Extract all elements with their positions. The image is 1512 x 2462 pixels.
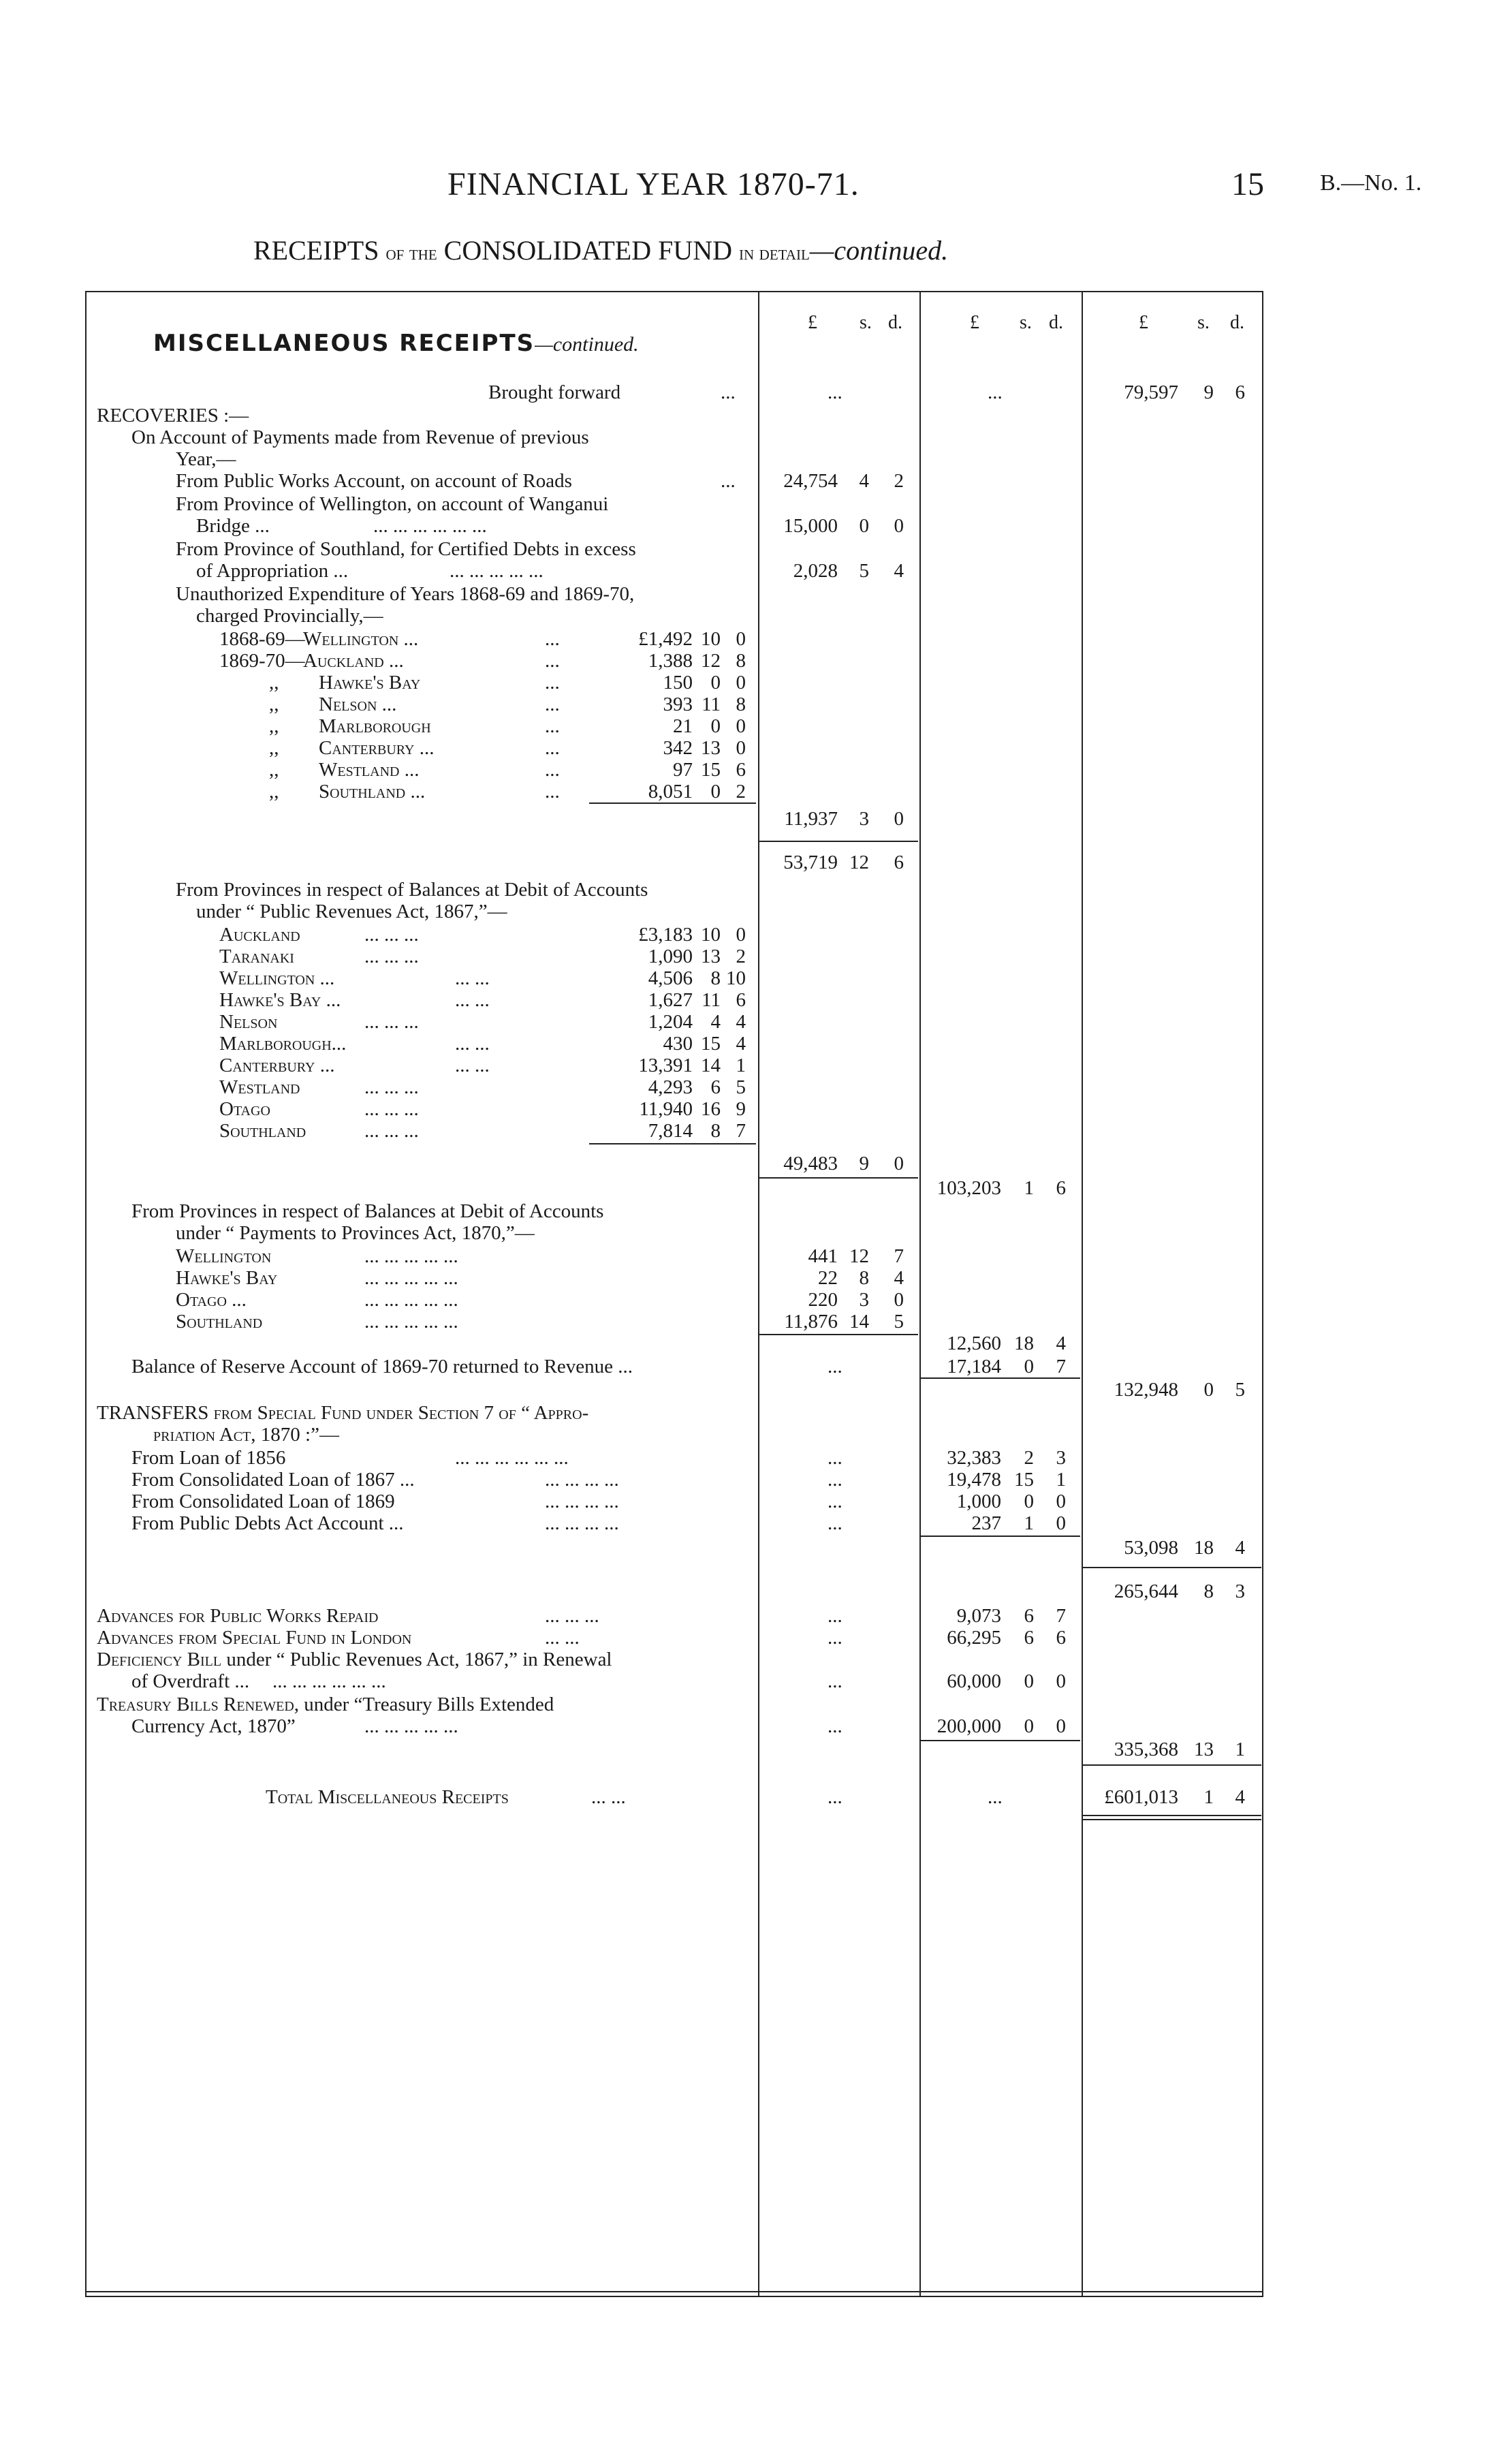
amount-shillings: 18 bbox=[1014, 1333, 1034, 1354]
dots: ... bbox=[545, 672, 560, 694]
double-rule bbox=[1083, 1815, 1261, 1816]
amount-shillings: 13 bbox=[1194, 1739, 1214, 1760]
dots: ... ... ... ... ... ... bbox=[272, 1670, 386, 1692]
amount-shillings: 3 bbox=[859, 808, 869, 830]
dots: ... ... ... ... ... bbox=[450, 560, 544, 582]
dots: ... bbox=[545, 715, 560, 737]
amount-pence: 5 bbox=[1235, 1379, 1245, 1401]
amount-pence: 0 bbox=[894, 515, 904, 537]
sum-rule bbox=[921, 1377, 1080, 1379]
row-label: of Overdraft ... bbox=[131, 1670, 250, 1692]
dots: ... bbox=[828, 1627, 842, 1649]
amount-pence: 4 bbox=[736, 1033, 746, 1055]
dots: ... ... bbox=[455, 967, 490, 989]
heading-part: TRANSFERS bbox=[97, 1402, 209, 1424]
amount-shillings: 0 bbox=[1024, 1670, 1034, 1692]
dots: ... bbox=[988, 381, 1003, 403]
amount-pounds: 1,090 bbox=[648, 946, 693, 967]
col2-shillings-head: s. bbox=[1020, 312, 1032, 333]
dots: ... bbox=[828, 1605, 842, 1627]
row-year: ,, bbox=[269, 759, 279, 781]
amount-pence: 10 bbox=[726, 967, 746, 989]
double-rule bbox=[1083, 1819, 1261, 1820]
column-rule bbox=[758, 291, 759, 2297]
dots: ... bbox=[721, 470, 736, 492]
amount-shillings: 9 bbox=[859, 1153, 869, 1174]
sum-rule bbox=[921, 1740, 1080, 1741]
amount-shillings: 10 bbox=[701, 628, 721, 650]
amount-pence: 1 bbox=[736, 1055, 746, 1076]
label-part: Treasury Bills Renewed, bbox=[97, 1694, 300, 1715]
amount-pence: 6 bbox=[736, 989, 746, 1011]
dots: ... ... ... ... bbox=[545, 1469, 619, 1491]
amount-pounds: £1,492 bbox=[638, 628, 693, 650]
amount-pounds: 1,388 bbox=[648, 650, 693, 672]
row-name: Taranaki bbox=[219, 946, 294, 967]
dots: ... bbox=[828, 1715, 842, 1737]
dots: ... bbox=[828, 1670, 842, 1692]
row-name: Hawke's Bay bbox=[176, 1267, 278, 1289]
amount-shillings: 4 bbox=[710, 1011, 721, 1033]
row-name: Hawke's Bay ... bbox=[219, 989, 341, 1011]
transfers-heading bbox=[97, 1402, 588, 1424]
text-line: From Province of Wellington, on account of Wanganui bbox=[176, 493, 609, 515]
row-year: ,, bbox=[269, 672, 279, 694]
amount-pounds: 103,203 bbox=[936, 1177, 1001, 1199]
column-rule bbox=[919, 291, 921, 2297]
row-label: Currency Act, 1870” bbox=[131, 1715, 296, 1737]
col1-pence-head: d. bbox=[888, 312, 902, 333]
amount-pounds: 19,478 bbox=[947, 1469, 1001, 1491]
dots: ... ... ... bbox=[364, 1076, 419, 1098]
amount-pounds: 220 bbox=[808, 1289, 838, 1311]
amount-pounds: 430 bbox=[663, 1033, 693, 1055]
amount-shillings: 14 bbox=[849, 1311, 869, 1333]
dots: ... ... ... ... ... bbox=[364, 1245, 458, 1267]
dots: ... bbox=[545, 781, 560, 803]
row-year: 1868-69— bbox=[219, 628, 305, 650]
dots: ... ... ... ... ... bbox=[364, 1311, 458, 1333]
amount-pence: 5 bbox=[894, 1311, 904, 1333]
amount-pounds: 60,000 bbox=[947, 1670, 1001, 1692]
amount-shillings: 4 bbox=[859, 470, 869, 492]
table-top-rule bbox=[85, 291, 1263, 292]
row-name: Hawke's Bay bbox=[319, 672, 421, 694]
col1-shillings-head: s. bbox=[860, 312, 872, 333]
amount-pence: 0 bbox=[894, 808, 904, 830]
row-label: From Public Debts Act Account ... bbox=[131, 1512, 404, 1534]
row-name: Marlborough bbox=[319, 715, 431, 737]
amount-pence: 0 bbox=[894, 1289, 904, 1311]
amount-pounds: 32,383 bbox=[947, 1447, 1001, 1469]
row-label bbox=[97, 1694, 554, 1715]
amount-pence: 8 bbox=[736, 650, 746, 672]
dots: ... bbox=[828, 1491, 842, 1512]
sum-rule bbox=[759, 1177, 918, 1179]
dots: ... ... bbox=[455, 1033, 490, 1055]
amount-pence: 2 bbox=[894, 470, 904, 492]
amount-pence: 0 bbox=[736, 924, 746, 946]
row-year: ,, bbox=[269, 694, 279, 715]
amount-pounds: 441 bbox=[808, 1245, 838, 1267]
row-name: Westland ... bbox=[319, 759, 420, 781]
amount-pounds: 1,000 bbox=[956, 1491, 1001, 1512]
dots: ... ... ... bbox=[364, 946, 419, 967]
sum-rule bbox=[921, 1536, 1080, 1537]
col1-pounds-head: £ bbox=[808, 312, 817, 333]
amount-pounds: 11,940 bbox=[639, 1098, 693, 1120]
row-name: Wellington bbox=[176, 1245, 272, 1267]
row-name: Wellington ... bbox=[219, 967, 335, 989]
dots: ... ... bbox=[455, 989, 490, 1011]
dots: ... ... ... bbox=[364, 924, 419, 946]
amount-pence: 0 bbox=[736, 672, 746, 694]
amount-pounds: 4,293 bbox=[648, 1076, 693, 1098]
amount-pence: 0 bbox=[736, 628, 746, 650]
row-name: Auckland bbox=[219, 924, 300, 946]
row-name: Westland bbox=[219, 1076, 300, 1098]
text-line: under “ Payments to Provinces Act, 1870,”— bbox=[176, 1222, 535, 1244]
table-bottom-rule bbox=[85, 2291, 1263, 2292]
subtitle-part: —continued. bbox=[809, 235, 949, 266]
amount-pence: 8 bbox=[736, 694, 746, 715]
col2-pounds-head: £ bbox=[970, 312, 979, 333]
amount-pence: 7 bbox=[736, 1120, 746, 1142]
amount-pence: 0 bbox=[736, 737, 746, 759]
amount-shillings: 1 bbox=[1024, 1177, 1034, 1199]
page-number: 15 bbox=[1231, 166, 1264, 202]
label-part: under “Treasury Bills Extended bbox=[304, 1694, 554, 1715]
amount-shillings: 11 bbox=[702, 989, 721, 1011]
dots: ... ... ... ... ... bbox=[364, 1267, 458, 1289]
amount-shillings: 2 bbox=[1024, 1447, 1034, 1469]
amount-pounds: 237 bbox=[971, 1512, 1001, 1534]
amount-pence: 7 bbox=[1056, 1605, 1066, 1627]
amount-shillings: 13 bbox=[701, 946, 721, 967]
amount-pence: 4 bbox=[736, 1011, 746, 1033]
col3-pence-head: d. bbox=[1230, 312, 1244, 333]
col2-pence-head: d. bbox=[1049, 312, 1063, 333]
row-label: From Loan of 1856 bbox=[131, 1447, 286, 1469]
col3-pounds-head: £ bbox=[1139, 312, 1148, 333]
row-year: ,, bbox=[269, 781, 279, 803]
section-title bbox=[153, 330, 639, 357]
amount-pounds: 22 bbox=[818, 1267, 838, 1289]
dots: ... ... bbox=[455, 1055, 490, 1076]
dots: ... bbox=[828, 1469, 842, 1491]
amount-pence: 6 bbox=[736, 759, 746, 781]
text-line: Year,— bbox=[176, 448, 236, 470]
dots: ... bbox=[828, 1786, 842, 1808]
subtitle-part: in detail bbox=[739, 242, 810, 264]
amount-pence: 2 bbox=[736, 946, 746, 967]
amount-pounds: 150 bbox=[663, 672, 693, 694]
amount-shillings: 8 bbox=[710, 1120, 721, 1142]
subtitle-part: RECEIPTS bbox=[253, 235, 379, 266]
row-name: Otago bbox=[219, 1098, 270, 1120]
text-line: Bridge ... bbox=[196, 515, 270, 537]
amount-pounds: 24,754 bbox=[783, 470, 838, 492]
amount-shillings: 8 bbox=[1203, 1580, 1214, 1602]
dots: ... bbox=[828, 1356, 842, 1377]
amount-pence: 4 bbox=[1056, 1333, 1066, 1354]
amount-pounds: 49,483 bbox=[783, 1153, 838, 1174]
sum-rule bbox=[589, 803, 756, 804]
page-subtitle bbox=[253, 234, 948, 266]
amount-shillings: 9 bbox=[1203, 381, 1214, 403]
dots: ... ... bbox=[545, 1627, 580, 1649]
amount-shillings: 0 bbox=[710, 781, 721, 803]
sum-rule bbox=[759, 1334, 918, 1335]
amount-pence: 7 bbox=[1056, 1356, 1066, 1377]
amount-pence: 0 bbox=[1056, 1491, 1066, 1512]
text-line: From Province of Southland, for Certified Debts in excess bbox=[176, 538, 636, 560]
amount-shillings: 6 bbox=[710, 1076, 721, 1098]
dots: ... ... ... bbox=[364, 1011, 419, 1033]
text-line: under “ Public Revenues Act, 1867,”— bbox=[196, 901, 507, 922]
dots: ... ... ... bbox=[545, 1605, 599, 1627]
row-year: ,, bbox=[269, 715, 279, 737]
amount-pence: 7 bbox=[894, 1245, 904, 1267]
amount-shillings: 12 bbox=[849, 852, 869, 873]
dots: ... ... ... ... ... ... bbox=[373, 515, 487, 537]
dots: ... bbox=[545, 650, 560, 672]
amount-pence: 6 bbox=[1235, 381, 1245, 403]
amount-pounds: 200,000 bbox=[936, 1715, 1001, 1737]
sum-rule bbox=[1083, 1567, 1261, 1568]
dots: ... bbox=[545, 628, 560, 650]
amount-pence: 0 bbox=[736, 715, 746, 737]
dots: ... ... ... bbox=[364, 1120, 419, 1142]
amount-pence: 1 bbox=[1056, 1469, 1066, 1491]
dots: ... bbox=[721, 381, 736, 403]
row-name: Wellington ... bbox=[303, 628, 419, 650]
sum-rule bbox=[1083, 1764, 1261, 1766]
amount-pounds: 1,627 bbox=[648, 989, 693, 1011]
grand-total-label: Total Miscellaneous Receipts bbox=[266, 1786, 509, 1808]
label-part: Deficiency Bill bbox=[97, 1649, 222, 1670]
amount-shillings: 5 bbox=[859, 560, 869, 582]
amount-pence: 0 bbox=[1056, 1670, 1066, 1692]
amount-pence: 0 bbox=[1056, 1512, 1066, 1534]
row-label: From Consolidated Loan of 1869 bbox=[131, 1491, 395, 1512]
grand-total-pounds: £601,013 bbox=[1104, 1786, 1178, 1808]
row-year: ,, bbox=[269, 737, 279, 759]
row-name: Auckland ... bbox=[303, 650, 404, 672]
amount-pence: 4 bbox=[894, 1267, 904, 1289]
text-line: From Public Works Account, on account of Roads bbox=[176, 470, 572, 492]
text-line: priation Act, 1870 :”— bbox=[153, 1424, 339, 1446]
amount-shillings: 3 bbox=[859, 1289, 869, 1311]
amount-shillings: 8 bbox=[859, 1267, 869, 1289]
amount-shillings: 13 bbox=[701, 737, 721, 759]
text-line: From Provinces in respect of Balances at Debit of Accounts bbox=[131, 1200, 604, 1222]
row-year: 1869-70— bbox=[219, 650, 305, 672]
amount-shillings: 0 bbox=[710, 715, 721, 737]
amount-shillings: 0 bbox=[1024, 1491, 1034, 1512]
row-name: Nelson bbox=[219, 1011, 278, 1033]
row-label bbox=[97, 1649, 612, 1670]
text-line: On Account of Payments made from Revenue of previous bbox=[131, 426, 589, 448]
amount-pence: 5 bbox=[736, 1076, 746, 1098]
table-bottom-rule bbox=[85, 2296, 1263, 2297]
text-line: of Appropriation ... bbox=[196, 560, 349, 582]
amount-pounds: 21 bbox=[673, 715, 693, 737]
dots: ... ... ... bbox=[364, 1098, 419, 1120]
section-title-text: MISCELLANEOUS RECEIPTS bbox=[153, 330, 535, 357]
amount-pounds: 2,028 bbox=[793, 560, 838, 582]
amount-pence: 1 bbox=[1235, 1739, 1245, 1760]
column-rule bbox=[1262, 291, 1263, 2297]
dots: ... ... ... ... ... bbox=[364, 1289, 458, 1311]
amount-shillings: 14 bbox=[701, 1055, 721, 1076]
amount-shillings: 12 bbox=[701, 650, 721, 672]
amount-shillings: 15 bbox=[1014, 1469, 1034, 1491]
amount-pounds: 265,644 bbox=[1114, 1580, 1178, 1602]
amount-pounds: 1,204 bbox=[648, 1011, 693, 1033]
amount-shillings: 8 bbox=[710, 967, 721, 989]
recoveries-heading: RECOVERIES :— bbox=[97, 405, 249, 426]
amount-shillings: 18 bbox=[1194, 1537, 1214, 1559]
amount-shillings: 0 bbox=[859, 515, 869, 537]
amount-pence: 6 bbox=[1056, 1177, 1066, 1199]
sum-rule bbox=[759, 841, 918, 842]
text-line: Unauthorized Expenditure of Years 1868-69 and 1869-70, bbox=[176, 583, 635, 605]
amount-pounds: 13,391 bbox=[638, 1055, 693, 1076]
row-name: Southland bbox=[176, 1311, 263, 1333]
amount-shillings: 6 bbox=[1024, 1627, 1034, 1649]
brought-forward-label: Brought forward bbox=[488, 381, 621, 403]
column-rule bbox=[1082, 291, 1083, 2297]
amount-pounds: 4,506 bbox=[648, 967, 693, 989]
col3-shillings-head: s. bbox=[1197, 312, 1210, 333]
dots: ... bbox=[988, 1786, 1003, 1808]
amount-pence: 3 bbox=[1235, 1580, 1245, 1602]
amount-pounds: 393 bbox=[663, 694, 693, 715]
text-line: Balance of Reserve Account of 1869-70 returned to Revenue ... bbox=[131, 1356, 633, 1377]
amount-shillings: 15 bbox=[701, 1033, 721, 1055]
text-line: From Provinces in respect of Balances at Debit of Accounts bbox=[176, 879, 648, 901]
amount-shillings: 10 bbox=[701, 924, 721, 946]
dots: ... bbox=[828, 1512, 842, 1534]
amount-shillings: 0 bbox=[1024, 1356, 1034, 1377]
heading-part: from Special Fund under Section 7 of “ Appro- bbox=[213, 1402, 589, 1424]
amount-shillings: 1 bbox=[1024, 1512, 1034, 1534]
column-rule bbox=[85, 291, 86, 2297]
label-part: under “ Public Revenues Act, 1867,” in Renewal bbox=[226, 1649, 612, 1670]
dots: ... bbox=[545, 759, 560, 781]
amount-pounds: 342 bbox=[663, 737, 693, 759]
amount-shillings: 0 bbox=[710, 672, 721, 694]
amount-shillings: 0 bbox=[1024, 1715, 1034, 1737]
document-reference: B.—No. 1. bbox=[1320, 170, 1422, 196]
text-line: charged Provincially,— bbox=[196, 605, 383, 627]
amount-pence: 6 bbox=[894, 852, 904, 873]
amount-shillings: 12 bbox=[849, 1245, 869, 1267]
amount-pounds: 53,098 bbox=[1124, 1537, 1178, 1559]
row-name: Nelson ... bbox=[319, 694, 397, 715]
row-name: Otago ... bbox=[176, 1289, 247, 1311]
row-label: From Consolidated Loan of 1867 ... bbox=[131, 1469, 415, 1491]
grand-total-shillings: 1 bbox=[1203, 1786, 1214, 1808]
amount-pounds: 132,948 bbox=[1114, 1379, 1178, 1401]
amount-pence: 3 bbox=[1056, 1447, 1066, 1469]
amount-pounds: 66,295 bbox=[947, 1627, 1001, 1649]
amount-pounds: 335,368 bbox=[1114, 1739, 1178, 1760]
row-name: Canterbury ... bbox=[319, 737, 435, 759]
dots: ... ... ... ... bbox=[545, 1512, 619, 1534]
subtitle-part: of the bbox=[385, 242, 437, 264]
amount-pence: 0 bbox=[1056, 1715, 1066, 1737]
dots: ... bbox=[545, 694, 560, 715]
amount-shillings: 0 bbox=[1203, 1379, 1214, 1401]
amount-pounds: 11,937 bbox=[784, 808, 838, 830]
row-label: Advances from Special Fund in London bbox=[97, 1627, 412, 1649]
row-name: Canterbury ... bbox=[219, 1055, 335, 1076]
row-label: Advances for Public Works Repaid bbox=[97, 1605, 379, 1627]
amount-pounds: 17,184 bbox=[947, 1356, 1001, 1377]
amount-pence: 4 bbox=[894, 560, 904, 582]
dots: ... bbox=[828, 1447, 842, 1469]
dots: ... ... ... ... ... ... bbox=[455, 1447, 569, 1469]
amount-pounds: 7,814 bbox=[648, 1120, 693, 1142]
dots: ... ... bbox=[591, 1786, 626, 1808]
amount-pounds: 79,597 bbox=[1124, 381, 1178, 403]
row-name: Southland bbox=[219, 1120, 306, 1142]
subtitle-part: CONSOLIDATED FUND bbox=[443, 235, 732, 266]
amount-pence: 0 bbox=[894, 1153, 904, 1174]
row-name: Southland ... bbox=[319, 781, 426, 803]
dots: ... bbox=[545, 737, 560, 759]
amount-pounds: 8,051 bbox=[648, 781, 693, 803]
amount-shillings: 11 bbox=[702, 694, 721, 715]
row-name: Marlborough... bbox=[219, 1033, 347, 1055]
amount-pounds: 53,719 bbox=[783, 852, 838, 873]
amount-pence: 9 bbox=[736, 1098, 746, 1120]
dots: ... ... ... ... bbox=[545, 1491, 619, 1512]
amount-shillings: 6 bbox=[1024, 1605, 1034, 1627]
amount-pence: 6 bbox=[1056, 1627, 1066, 1649]
amount-pounds: 12,560 bbox=[947, 1333, 1001, 1354]
dots: ... ... ... ... ... bbox=[364, 1715, 458, 1737]
amount-pounds: 11,876 bbox=[784, 1311, 838, 1333]
section-title-suffix: —continued. bbox=[535, 333, 639, 356]
page-title: FINANCIAL YEAR 1870-71. bbox=[447, 166, 860, 202]
dots: ... bbox=[828, 381, 842, 403]
amount-pounds: 15,000 bbox=[783, 515, 838, 537]
amount-pence: 4 bbox=[1235, 1537, 1245, 1559]
amount-pence: 2 bbox=[736, 781, 746, 803]
amount-shillings: 15 bbox=[701, 759, 721, 781]
amount-pounds: 97 bbox=[673, 759, 693, 781]
grand-total-pence: 4 bbox=[1235, 1786, 1245, 1808]
amount-shillings: 16 bbox=[701, 1098, 721, 1120]
amount-pounds: 9,073 bbox=[956, 1605, 1001, 1627]
amount-pounds: £3,183 bbox=[638, 924, 693, 946]
sum-rule bbox=[589, 1143, 756, 1144]
